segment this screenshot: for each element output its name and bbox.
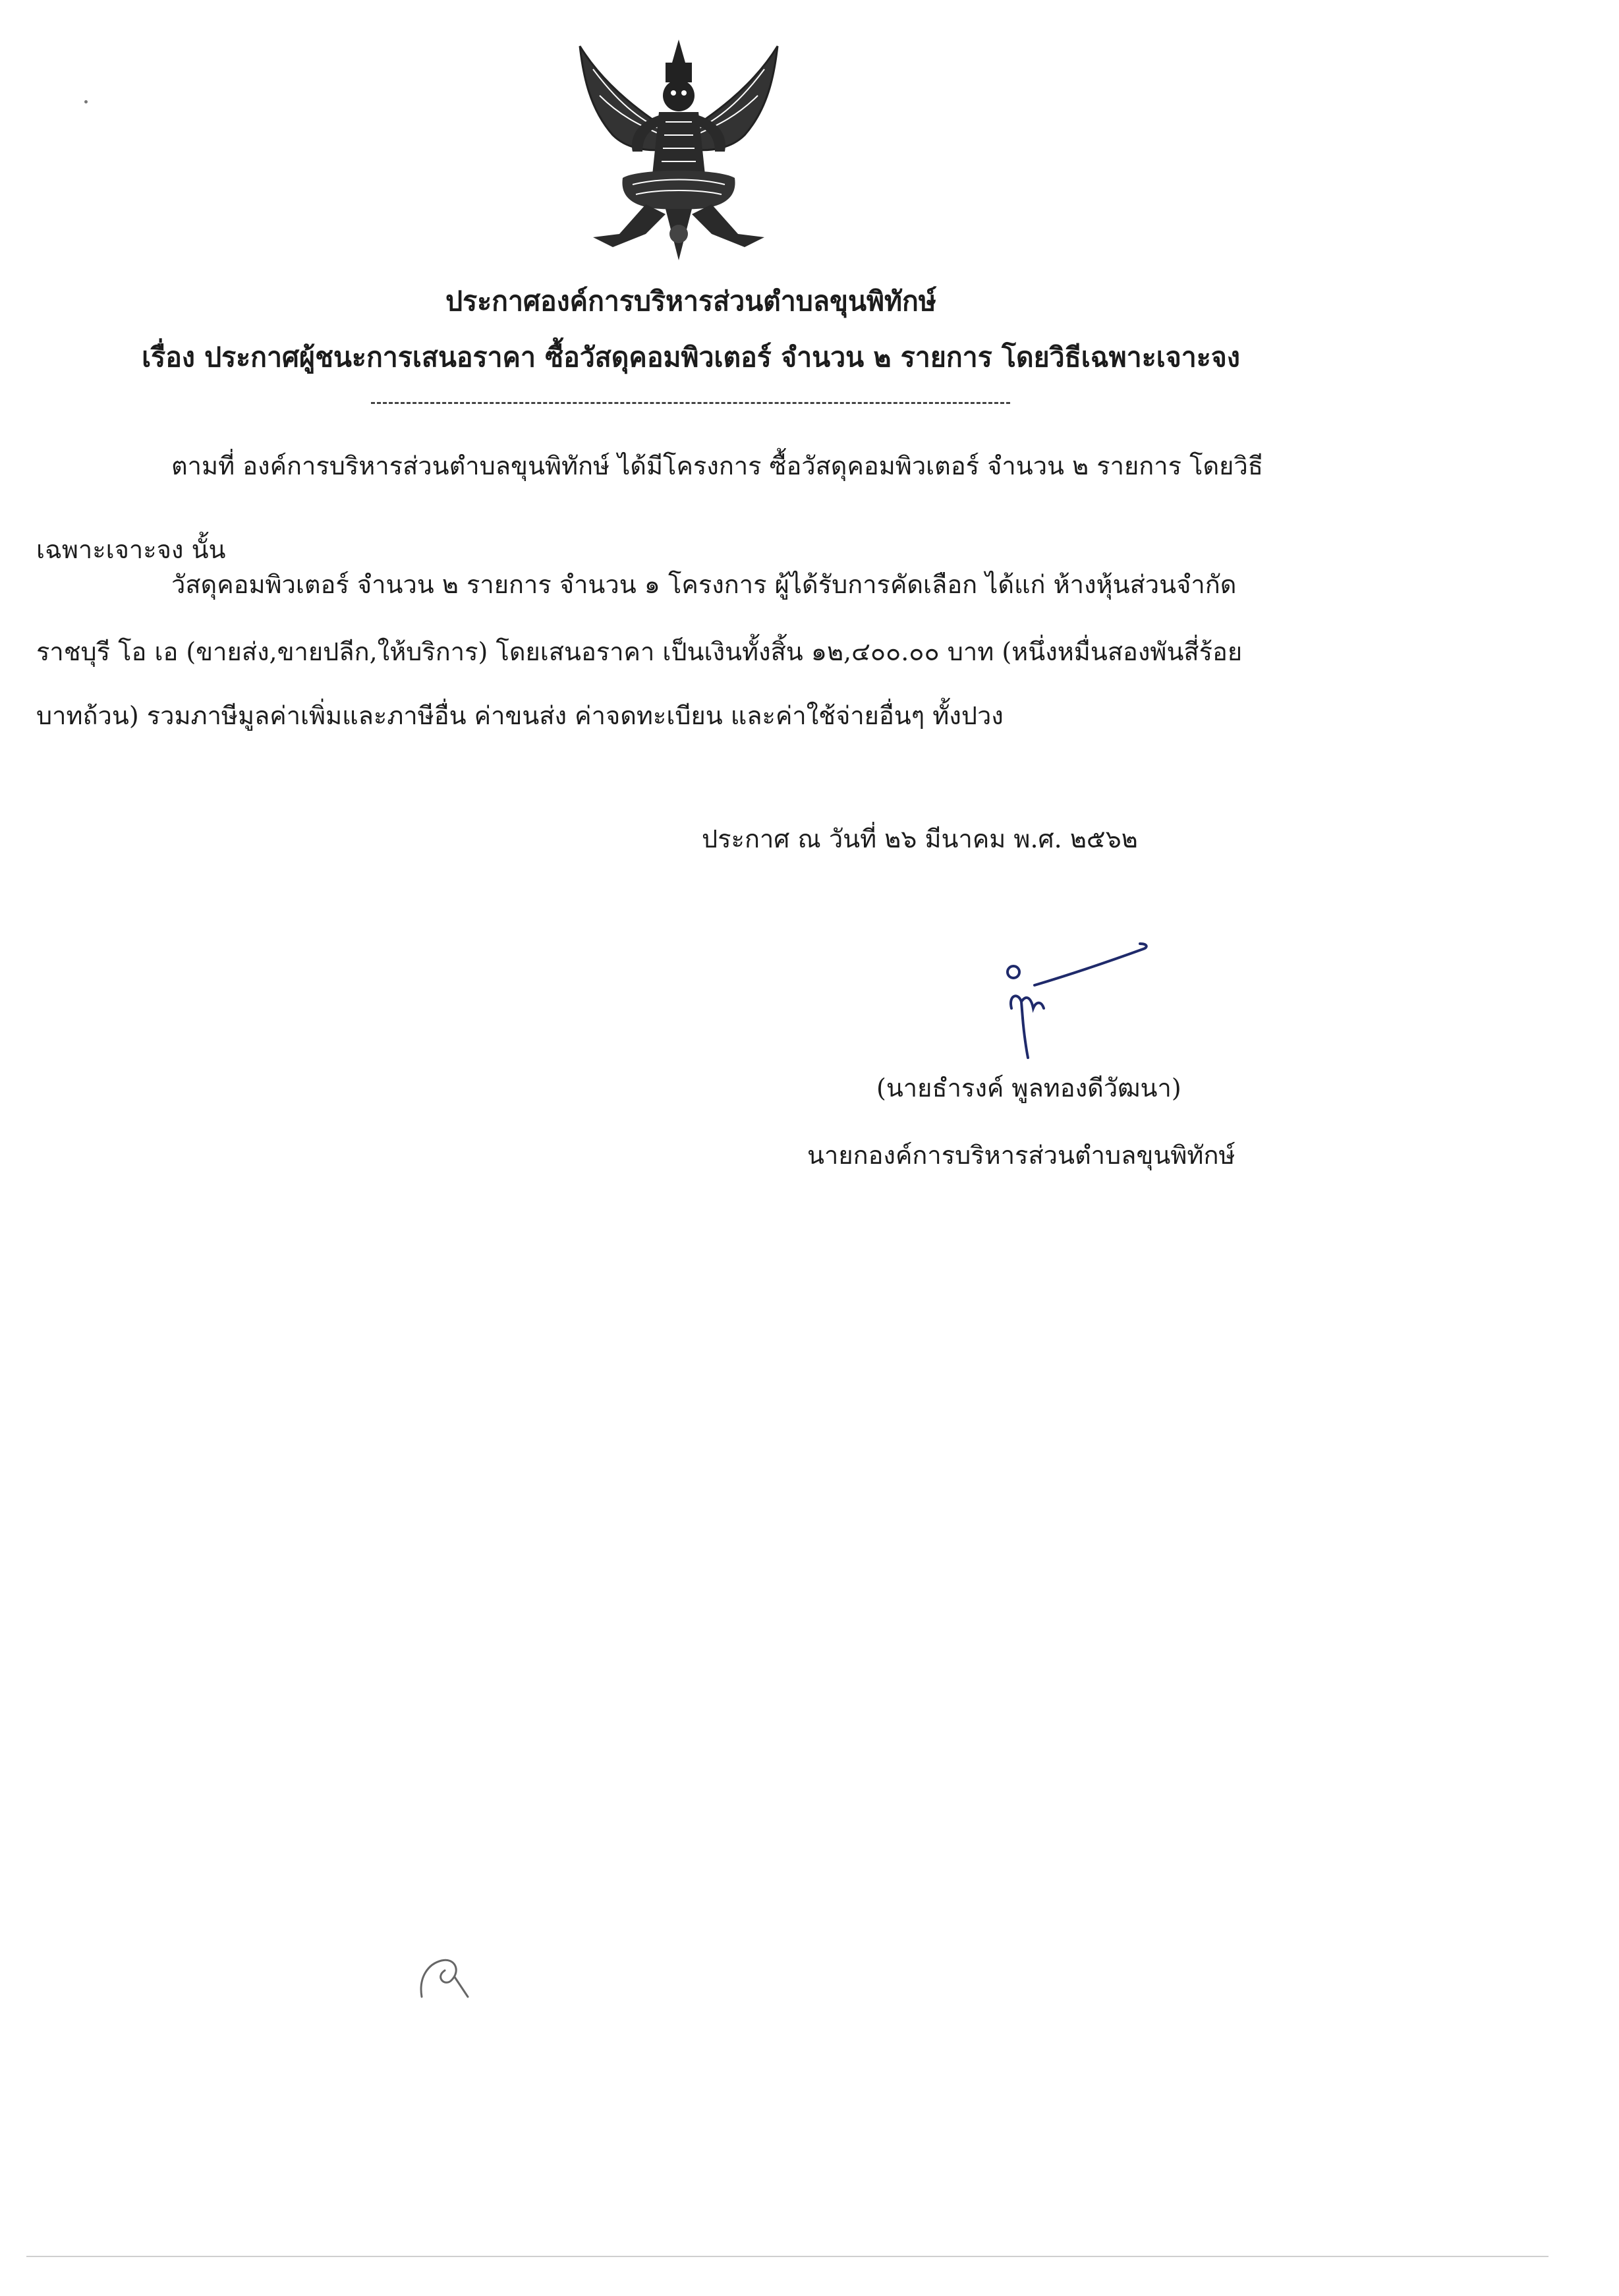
signer-name: (นายธำรงค์ พูลทองดีวัฒนา) bbox=[876, 1074, 1181, 1103]
body-line-4: ราชบุรี โอ เอ (ขายส่ง,ขายปลีก,ให้บริการ) โดยเสนอราคา เป็นเงินทั้งสิ้น ๑๒,๔๐๐.๐๐ บาท (หนึ่งหมื่นสองพันสี่ร้อย bbox=[36, 637, 1243, 666]
body-line-5: บาทถ้วน) รวมภาษีมูลค่าเพิ่มและภาษีอื่น ค่าขนส่ง ค่าจดทะเบียน และค่าใช้จ่ายอื่นๆ ทั้งปวง bbox=[36, 701, 1004, 730]
announcement-header: ประกาศองค์การบริหารส่วนตำบลขุนพิทักษ์ bbox=[445, 285, 936, 317]
scan-edge-line bbox=[26, 2256, 1548, 2257]
announcement-subject: เรื่อง ประกาศผู้ชนะการเสนอราคา ซื้อวัสดุคอมพิวเตอร์ จำนวน ๒ รายการ โดยวิธีเฉพาะเจาะจง bbox=[142, 341, 1240, 373]
pencil-mark-icon bbox=[415, 1951, 474, 2003]
body-line-1: ตามที่ องค์การบริหารส่วนตำบลขุนพิทักษ์ ได้มีโครงการ ซื้อวัสดุคอมพิวเตอร์ จำนวน ๒ รายการ โดยวิธี bbox=[171, 451, 1263, 480]
dashed-divider bbox=[371, 402, 1010, 404]
announcement-date: ประกาศ ณ วันที่ ๒๖ มีนาคม พ.ศ. ๒๕๖๒ bbox=[702, 824, 1138, 853]
body-line-2: เฉพาะเจาะจง นั้น bbox=[36, 535, 226, 564]
body-line-3: วัสดุคอมพิวเตอร์ จำนวน ๒ รายการ จำนวน ๑ โครงการ ผู้ได้รับการคัดเลือก ได้แก่ ห้างหุ้นส่วนจำกัด bbox=[171, 570, 1237, 599]
scan-speck bbox=[84, 100, 88, 103]
signer-position: นายกองค์การบริหารส่วนตำบลขุนพิทักษ์ bbox=[807, 1141, 1236, 1170]
handwritten-signature bbox=[975, 909, 1173, 1081]
garuda-emblem-icon bbox=[567, 36, 791, 267]
